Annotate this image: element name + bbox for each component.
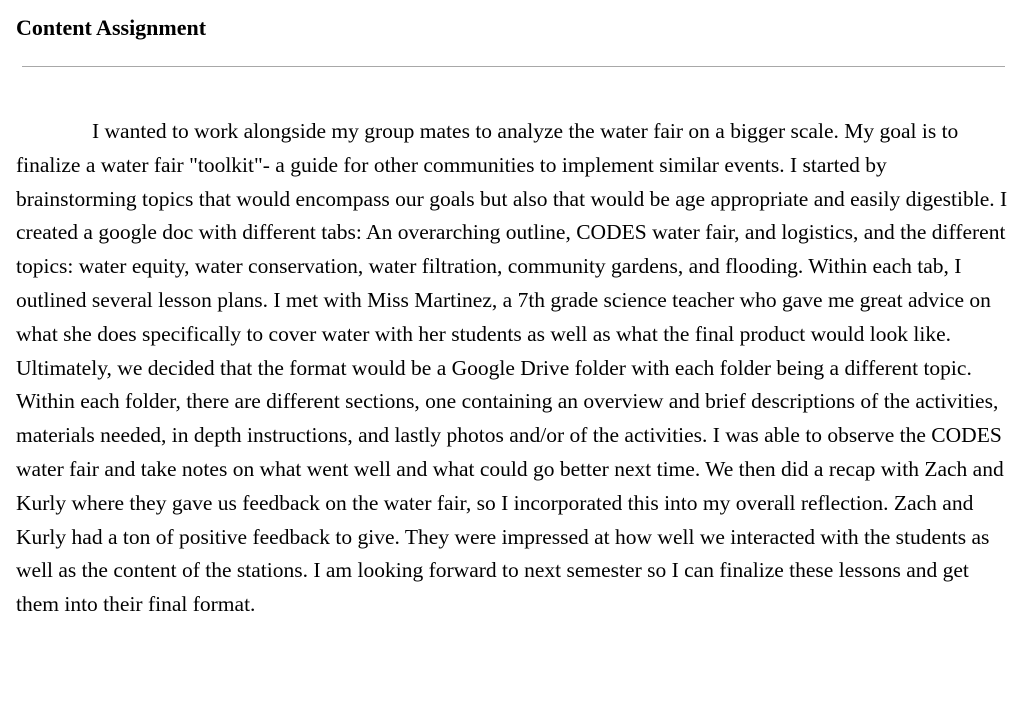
body-paragraph: I wanted to work alongside my group mates to analyze the water fair on a bigger scale. My goal is to finalize a water fair "toolkit"- a guide for other communities to implement similar events. I started by brainstorming topics that would encompass our goals but also that would be age appropriate and easily digestible. I created a google doc with different tabs: An overarching outline, CODES water fair, and logistics, and the different topics: water equity, water conservation, water filtration, community gardens, and flooding. Within each tab, I outlined several lesson plans. I met with Miss Martinez, a 7th grade science teacher who gave me great advice on what she does specifically to cover water with her students as well as what the final product would look like. Ultimately, we decided that the format would be a Google Drive folder with each folder being a different topic. Within each folder, there are different sections, one containing an overview and brief descriptions of the activities, materials needed, in depth instructions, and lastly photos and/or of the activities. I was able to observe the CODES water fair and take notes on what went well and what could go better next time. We then did a recap with Zach and Kurly where they gave us feedback on the water fair, so I incorporated this into my overall reflection. Zach and Kurly had a ton of positive feedback to give. They were impressed at how well we interacted with the students as well as the content of the stations. I am looking forward to next semester so I can finalize these lessons and get them into their final format. [16,119,1008,617]
section-heading: Content Assignment [16,15,207,40]
horizontal-divider [22,66,1005,67]
